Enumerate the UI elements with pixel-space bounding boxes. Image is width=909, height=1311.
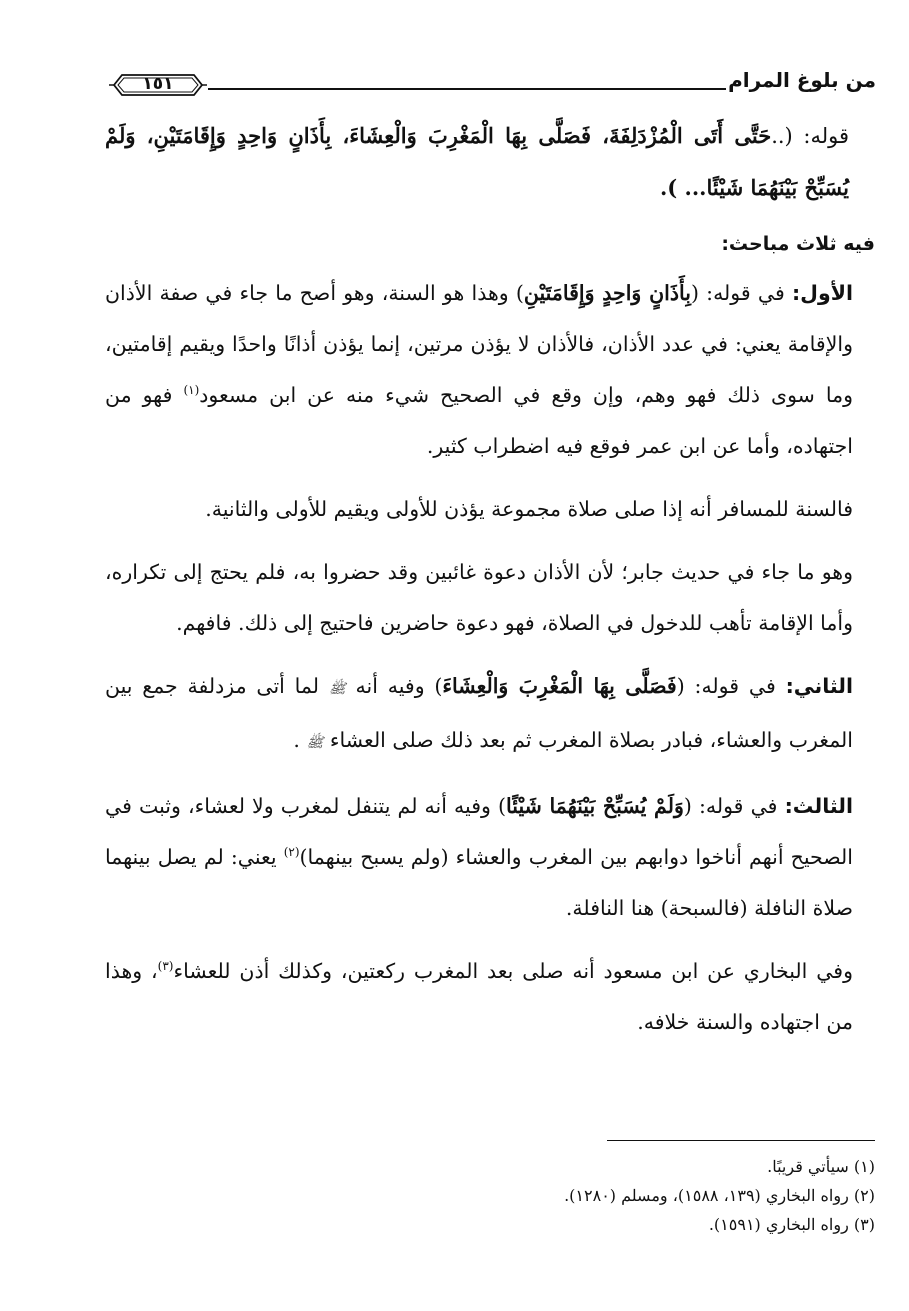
third-point-text-b: يعني: لم يصل بينهما صلاة النافلة (فالسبحة) هنا النافلة. (105, 845, 853, 920)
first-point-lead: الأول: (791, 281, 854, 305)
third-point-lead: الثالث: (784, 794, 853, 818)
sunnah-paragraph: فالسنة للمسافر أنه إذا صلى صلاة مجموعة يؤذن للأولى ويقيم للأولى والثانية. (205, 497, 853, 521)
third-point-text-a: ) وفيه أنه لم يتنفل لمغرب ولا لعشاء، وثبت في الصحيح أنهم أناخوا دوابهم بين المغرب والعشاء (ولم يسبح بينهما) (105, 794, 853, 869)
first-point-intro: في قوله: ( (690, 281, 792, 305)
page-number: ١٥١ (142, 74, 174, 94)
footnote-3: (٣) رواه البخاري (١٥٩١). (708, 1215, 875, 1234)
first-point-text: ) وهذا هو السنة، وهو أصح ما جاء في صفة الأذان والإقامة يعني: في عدد الأذان، فالأذان لا يؤذن مرتين، إنما يؤذن أذانًا واحدًا ويقيم إقامتين، وما سوى ذلك فهو وهم، وإن وقع في الصحيح شيء منه عن ابن مسعود (105, 281, 853, 407)
second-point-intro: في قوله: ( (676, 674, 786, 698)
running-header (98, 62, 876, 106)
first-point-paragraph (105, 268, 875, 472)
salutation-glyph: ﷺ (328, 681, 346, 697)
third-point-intro: في قوله: ( (683, 794, 785, 818)
page-number-frame (108, 70, 208, 100)
jabir-paragraph: وهو ما جاء في حديث جابر؛ لأن الأذان دعوة غائبين وقد حضروا به، فلم يحتج إلى تكراره، وأما الإقامة تأهب للدخول في الصلاة، فهو دعوة حاضرين فاحتيج إلى ذلك. فافهم. (105, 560, 853, 635)
bukhari-tail: ، وهذا من اجتهاده والسنة خلافه. (105, 959, 853, 1034)
second-point-paragraph (105, 661, 875, 769)
footnote-ref-3[interactable]: (٣) (157, 959, 174, 974)
section-heading: فيه ثلاث مباحث: (721, 233, 875, 255)
second-point-lead: الثاني: (785, 674, 853, 698)
third-point-verse: وَلَمْ يُسَبِّحْ بَيْنَهُمَا شَيْئًا (506, 794, 684, 818)
second-point-text-a: ) وفيه أنه (345, 674, 443, 698)
quote-lead: قوله: (.. (771, 124, 849, 148)
second-point-verse: فَصَلَّى بِهَا الْمَغْرِبَ وَالْعِشَاءَ (442, 674, 677, 698)
bukhari-paragraph (105, 946, 875, 1048)
bukhari-text: وفي البخاري عن ابن مسعود أنه صلى بعد المغرب ركعتين، وكذلك أذن للعشاء (173, 959, 853, 983)
footnotes (105, 1152, 875, 1239)
quote-text: حَتَّى أَتَى الْمُزْدَلِفَةَ، فَصَلَّى بِهَا الْمَغْرِبَ وَالْعِشَاءَ، بِأَذَانٍ وَاحِدٍ وَإِقَامَتَيْنِ، وَلَمْ يُسَبِّحْ بَيْنَهُمَا شَيْئًا... ). (105, 123, 849, 200)
salutation-glyph: ﷺ (306, 735, 324, 751)
second-point-text-b: لما أتى مزدلفة جمع بين المغرب والعشاء، فبادر بصلاة المغرب ثم بعد ذلك صلى العشاء (105, 674, 853, 752)
header-rule (208, 88, 726, 90)
footnote-ref-1[interactable]: (١) (183, 383, 200, 398)
second-point-end: . (293, 728, 307, 752)
footnote-2: (٢) رواه البخاري (١٣٩، ١٥٨٨)، ومسلم (١٢٨٠). (564, 1186, 875, 1205)
first-point-verse: بِأَذَانٍ وَاحِدٍ وَإِقَامَتَيْنِ (523, 281, 691, 305)
footnote-ref-2[interactable]: (٢) (283, 845, 300, 860)
book-title: من بلوغ المرام (728, 68, 876, 92)
quoted-hadith (105, 110, 875, 214)
main-content (105, 110, 875, 1048)
first-point-tail: فهو من اجتهاده، وأما عن ابن عمر فوقع فيه اضطراب كثير. (105, 383, 853, 458)
third-point-paragraph (105, 781, 875, 934)
footnote-1: (١) سيأتي قريبًا. (767, 1157, 875, 1176)
footnote-separator (607, 1140, 875, 1141)
